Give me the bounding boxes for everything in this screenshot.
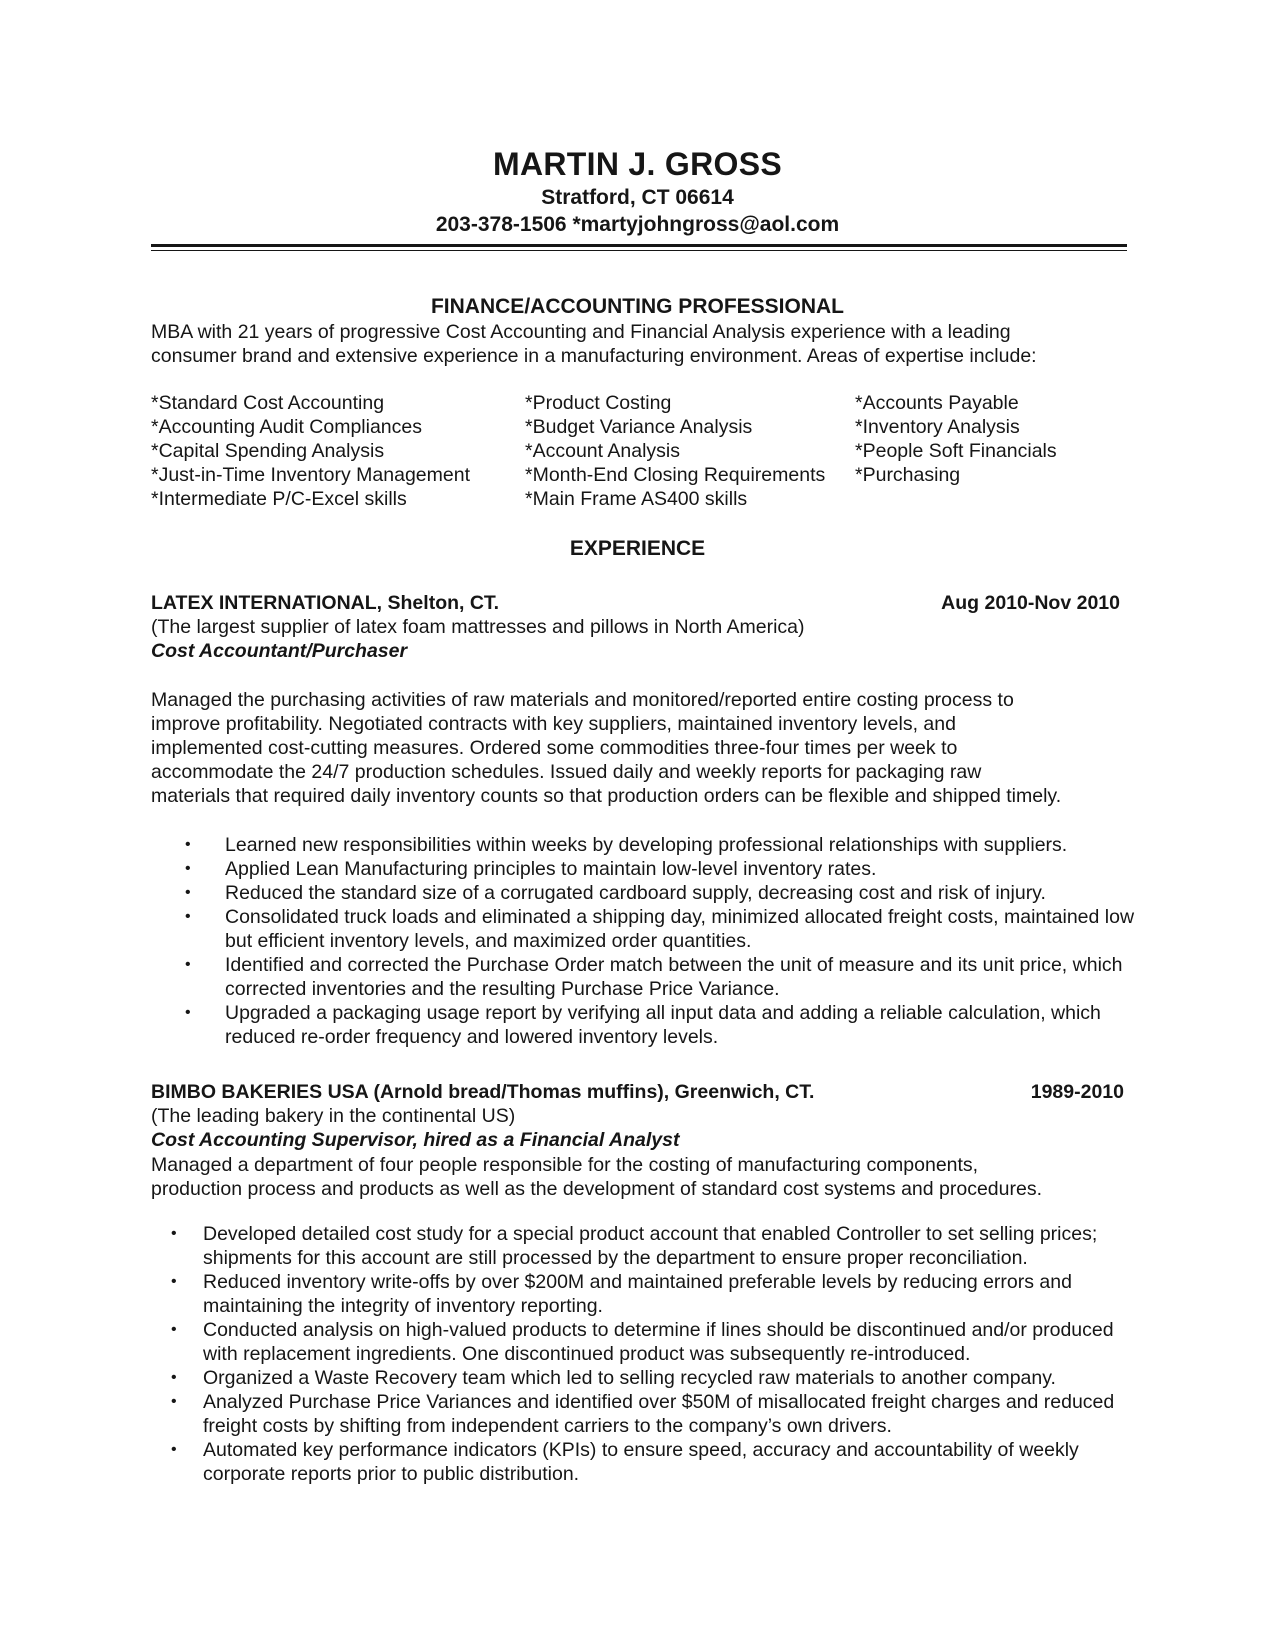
- job-summary: [151, 1153, 1131, 1201]
- job-achievements-list: [171, 1222, 1135, 1486]
- candidate-name: MARTIN J. GROSS: [493, 146, 782, 182]
- job-role: Cost Accountant/Purchaser: [151, 640, 408, 662]
- job-dates: 1989-2010: [1030, 1081, 1124, 1103]
- bullet-icon: •: [171, 1321, 177, 1338]
- list-item: [171, 1390, 1135, 1438]
- job-summary-line: production process and products as well as the development of standard cost systems and procedures.: [151, 1178, 1042, 1200]
- skill-item: *People Soft Financials: [855, 440, 1057, 462]
- candidate-contact: 203-378-1506 *martyjohngross@aol.com: [435, 213, 840, 236]
- skill-item: *Budget Variance Analysis: [525, 416, 753, 438]
- job-company: LATEX INTERNATIONAL, Shelton, CT.: [151, 592, 500, 614]
- header-divider-thin: [151, 250, 1127, 251]
- profile-summary-line: consumer brand and extensive experience in a manufacturing environment. Areas of expertise include:: [151, 345, 1037, 367]
- skill-item: *Capital Spending Analysis: [151, 440, 385, 462]
- bullet-text: Reduced the standard size of a corrugated cardboard supply, decreasing cost and risk of injury.: [225, 882, 1046, 904]
- bullet-icon: •: [171, 1273, 177, 1290]
- job-description: (The leading bakery in the continental US): [151, 1105, 516, 1127]
- job-dates: Aug 2010-Nov 2010: [941, 592, 1120, 614]
- list-item: [171, 1222, 1135, 1270]
- list-item: [171, 1318, 1135, 1366]
- job-summary-line: accommodate the 24/7 production schedules. Issued daily and weekly reports for packaging raw: [151, 761, 982, 783]
- job-summary-line: Managed the purchasing activities of raw materials and monitored/reported entire costing process to: [151, 689, 1014, 711]
- bullet-text: Learned new responsibilities within weeks by developing professional relationships with suppliers.: [225, 834, 1068, 856]
- candidate-location: Stratford, CT 06614: [541, 186, 734, 209]
- profile-summary-line: MBA with 21 years of progressive Cost Accounting and Financial Analysis experience with a leading: [151, 321, 1011, 343]
- bullet-icon: •: [171, 1393, 177, 1410]
- list-item: [185, 881, 1135, 905]
- list-item: [185, 833, 1135, 857]
- skill-item: *Intermediate P/C-Excel skills: [151, 488, 407, 510]
- job-company: BIMBO BAKERIES USA (Arnold bread/Thomas muffins), Greenwich, CT.: [151, 1081, 815, 1103]
- skill-item: *Accounts Payable: [855, 392, 1019, 414]
- list-item: [185, 953, 1135, 1001]
- skill-item: *Accounting Audit Compliances: [151, 416, 422, 438]
- skill-item: *Month-End Closing Requirements: [525, 464, 826, 486]
- job-description: (The largest supplier of latex foam mattresses and pillows in North America): [151, 616, 805, 638]
- bullet-icon: •: [185, 860, 191, 877]
- skill-item: *Account Analysis: [525, 440, 681, 462]
- list-item: [185, 905, 1135, 953]
- bullet-text: Conducted analysis on high-valued products to determine if lines should be discontinued and/or produced with replacement ingredients. One discontinued product was subsequently re-introduced.: [203, 1319, 1114, 1365]
- skill-item: *Just-in-Time Inventory Management: [151, 464, 470, 486]
- bullet-text: Automated key performance indicators (KPIs) to ensure speed, accuracy and accountability of weekly corporate reports prior to public distribution.: [203, 1439, 1079, 1485]
- job-summary-line: implemented cost-cutting measures. Ordered some commodities three-four times per week to: [151, 737, 958, 759]
- bullet-icon: •: [185, 836, 191, 853]
- experience-title: EXPERIENCE: [569, 537, 706, 560]
- bullet-text: Organized a Waste Recovery team which led to selling recycled raw materials to another company.: [203, 1367, 1056, 1389]
- bullet-text: Applied Lean Manufacturing principles to maintain low-level inventory rates.: [225, 858, 877, 880]
- list-item: [171, 1270, 1135, 1318]
- bullet-icon: •: [171, 1225, 177, 1242]
- bullet-icon: •: [171, 1441, 177, 1458]
- job-role: Cost Accounting Supervisor, hired as a Financial Analyst: [151, 1129, 680, 1151]
- skills-column-3: [855, 391, 1057, 487]
- list-item: [171, 1366, 1135, 1390]
- bullet-icon: •: [185, 908, 191, 925]
- skills-column-2: [525, 391, 825, 511]
- bullet-text: Identified and corrected the Purchase Order match between the unit of measure and its unit price, which corrected inventories and the resulting Purchase Price Variance.: [225, 954, 1123, 1000]
- job-summary-line: Managed a department of four people responsible for the costing of manufacturing components,: [151, 1154, 979, 1176]
- job-summary-line: improve profitability. Negotiated contracts with key suppliers, maintained inventory levels, and: [151, 713, 956, 735]
- job-summary-line: materials that required daily inventory counts so that production orders can be flexible and shipped timely.: [151, 785, 1062, 807]
- profile-summary: [151, 320, 1131, 368]
- job-summary: [151, 688, 1131, 808]
- bullet-text: Analyzed Purchase Price Variances and identified over $50M of misallocated freight charges and reduced freight costs by shifting from independent carriers to the company’s own drivers.: [203, 1391, 1115, 1437]
- list-item: [185, 1001, 1135, 1049]
- skills-column-1: [151, 391, 470, 511]
- profile-title: FINANCE/ACCOUNTING PROFESSIONAL: [430, 295, 844, 318]
- skill-item: *Inventory Analysis: [855, 416, 1020, 438]
- bullet-icon: •: [185, 884, 191, 901]
- skill-item: *Purchasing: [855, 464, 961, 486]
- list-item: [171, 1438, 1135, 1486]
- bullet-icon: •: [171, 1369, 177, 1386]
- list-item: [185, 857, 1135, 881]
- bullet-icon: •: [185, 1004, 191, 1021]
- bullet-text: Consolidated truck loads and eliminated a shipping day, minimized allocated freight costs, maintained low but efficient inventory levels, and maximized order quantities.: [225, 906, 1135, 952]
- bullet-text: Developed detailed cost study for a special product account that enabled Controller to set selling prices; shipments for this account are still processed by the department to ensure proper reconciliation.: [203, 1223, 1098, 1269]
- skill-item: *Standard Cost Accounting: [151, 392, 385, 414]
- bullet-text: Reduced inventory write-offs by over $200M and maintained preferable levels by reducing errors and maintaining the integrity of inventory reporting.: [203, 1271, 1072, 1317]
- bullet-text: Upgraded a packaging usage report by verifying all input data and adding a reliable calculation, which reduced re-order frequency and lowered inventory levels.: [225, 1002, 1101, 1048]
- job-achievements-list: [185, 833, 1135, 1049]
- skill-item: *Product Costing: [525, 392, 672, 414]
- bullet-icon: •: [185, 956, 191, 973]
- skill-item: *Main Frame AS400 skills: [525, 488, 748, 510]
- header-divider-thick: [151, 244, 1127, 247]
